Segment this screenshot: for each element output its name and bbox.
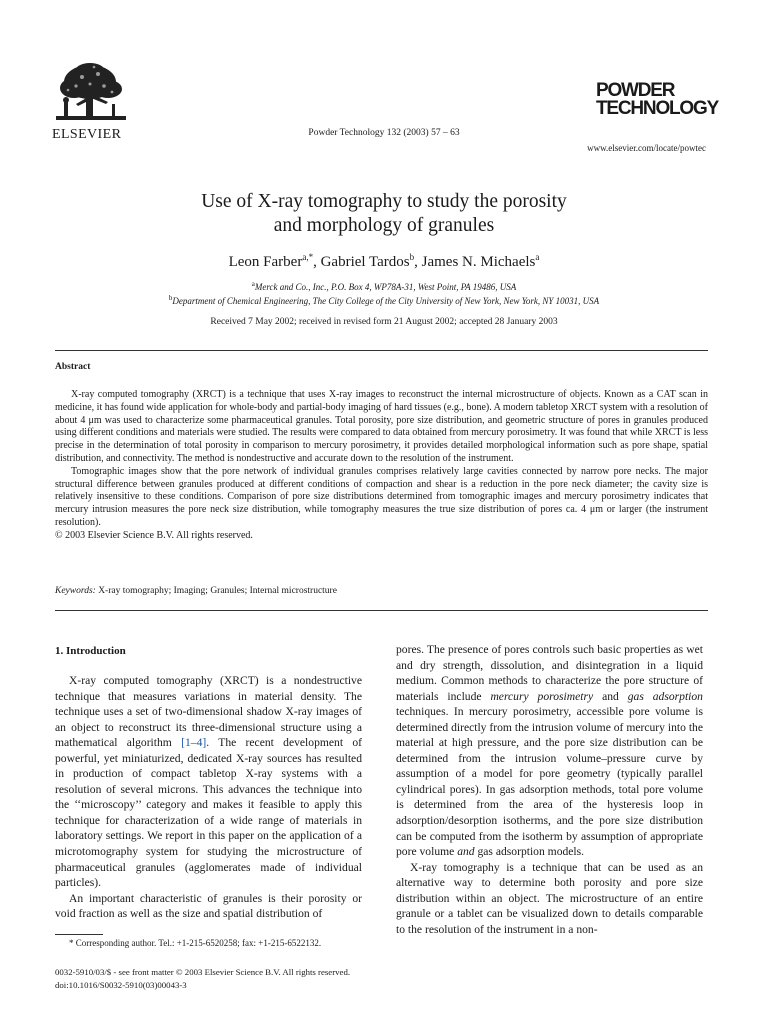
affiliation-a: $^a$Merck and Co., Inc., P.O. Box 4, WP78A-31, West Point, PA 19486, USA bbox=[251, 280, 517, 292]
footnote-divider bbox=[55, 934, 103, 935]
body-column-right bbox=[396, 642, 703, 937]
journal-logo-line1: POWDER bbox=[596, 80, 675, 101]
divider bbox=[55, 610, 708, 611]
issn-line: 0032-5910/03/$ - see front matter © 2003 Elsevier Science B.V. All rights reserved. bbox=[55, 967, 351, 977]
corresponding-author-footnote: * Corresponding author. Tel.: +1-215-6520258; fax: +1-215-6522132. bbox=[69, 938, 322, 948]
journal-logo-line2: TECHNOLOGY bbox=[596, 98, 719, 119]
abstract-paragraph: Tomographic images show that the pore network of individual granules comprises relatively large cavities connected by narrow pore necks. The major structural difference between granules produced at different conditions of compaction and shear is a reduction in the pore neck diameter; the cavity size is relatively insensitive to these conditions. Comparison of pore size distributions determined from tomographic images and mercury porosimetry indicates that mercury intrusion measures the pore neck size distribution, while tomography measures the true size distribution of pores ca. 4 μm or larger (the instrument resolution). bbox=[55, 465, 708, 528]
author-list: Leon Farber$^{a,*}$, Gabriel Tardos$^b$, James N. Michaels$^a$ bbox=[228, 252, 540, 270]
abstract-paragraph: X-ray computed tomography (XRCT) is a technique that uses X-ray images to reconstruct the internal microstructure of objects. Known as a CAT scan in medicine, it has found wide application for whole-body and partial-body imaging of hard tissues (e.g., bone). A modern tabletop XRCT system with a resolution of about 4 μm was used to characterize some pharmaceutical granules. Total porosity, pore size distribution, and geometric structure of pores in granules produced using different conditions and materials were studied. The results were compared to data obtained from mercury porosimetry. It was found that while XRCT is less precise in the determination of total porosity in comparison to mercury porosimetry, it provides detailed morphological information such as pore shape, spatial distribution, and connectivity. The method is nondestructive and accurate down to the resolution of the instrument. bbox=[55, 389, 708, 464]
journal-citation: Powder Technology 132 (2003) 57 – 63 bbox=[308, 128, 460, 138]
publisher-name: ELSEVIER bbox=[52, 127, 122, 142]
citation-link[interactable]: [1–4] bbox=[181, 736, 207, 750]
journal-url-link[interactable]: www.elsevier.com/locate/powtec bbox=[587, 143, 706, 153]
divider bbox=[55, 350, 708, 351]
keywords-list: X-ray tomography; Imaging; Granules; Internal microstructure bbox=[95, 586, 337, 596]
author-affiliation-mark[interactable]: a bbox=[535, 252, 540, 262]
body-paragraph: pores. The presence of pores controls such basic properties as wet and dry strength, dissolution, and disintegration in a liquid medium. Common methods to characterize the pore structure of materials include mercury porosimetry and gas adsorption techniques. In mercury porosimetry, accessible pore volume is determined directly from the intrusion volume of mercury into the material at high pressure, and the pore size distribution can be determined from the intrusion volume–pressure curve by assumption of a model for pore geometry (typically parallel cylindrical pores). In gas adsorption methods, total pore volume is determined from the area of the hysteresis loop in adsorption/desorption isotherms, and the pore size distribution can be computed from the isotherm by assumption of appropriate pore volume and gas adsorption models. bbox=[396, 643, 703, 859]
body-paragraph: X-ray computed tomography (XRCT) is a nondestructive technique that measures variations in material density. The technique uses a set of two-dimensional shadow X-ray images of an object to reconstruct its three-dimensional structure using a mathematical algorithm [1–4]. The recent development of powerful, yet miniaturized, dedicated X-ray sources has resulted in production of compact tabletop X-ray systems with a resolution of several microns. This advances the technique into the ‘‘microscopy’’ category and makes it feasible to apply this technique for characterization of a wide range of materials in laboratory settings. We report in this paper on the application of a microtomography system for studying the microstructure of pharmaceutical granules (agglomerates made of individual particles). bbox=[55, 674, 362, 890]
doi-line[interactable]: doi:10.1016/S0032-5910(03)00043-3 bbox=[55, 980, 187, 990]
body-column-left bbox=[55, 673, 362, 922]
issn-block bbox=[55, 966, 350, 992]
keywords-label: Keywords: bbox=[55, 586, 96, 596]
author-affiliation-mark[interactable]: a,* bbox=[302, 252, 314, 262]
body-paragraph: An important characteristic of granules is their porosity or void fraction as well as the size and spatial distribution of bbox=[55, 891, 362, 921]
author-name: James N. Michaels bbox=[421, 254, 536, 270]
section-heading: 1. Introduction bbox=[55, 645, 126, 657]
author-name: Gabriel Tardos bbox=[320, 254, 410, 270]
author-name: Leon Farber bbox=[228, 254, 303, 270]
title-line-1: Use of X-ray tomography to study the porosity bbox=[201, 191, 567, 212]
received-dates: Received 7 May 2002; received in revised form 21 August 2002; accepted 28 January 2003 bbox=[210, 317, 558, 327]
keywords bbox=[55, 586, 337, 596]
journal-logo bbox=[596, 82, 718, 118]
title-line-2: and morphology of granules bbox=[273, 215, 495, 236]
elsevier-tree-logo bbox=[52, 62, 130, 126]
affiliation-b: $^b$Department of Chemical Engineering, The City College of the City University of New York, New York, NY 10031, USA bbox=[168, 294, 600, 306]
abstract-heading: Abstract bbox=[55, 362, 91, 372]
abstract-body bbox=[55, 389, 708, 543]
body-paragraph: X-ray tomography is a technique that can be used as an alternative way to determine both porosity and pore size distribution within an object. The microstructure of an entire granule or a tablet can be visualized down to details comparable to the resolution of the instrument in a non- bbox=[396, 860, 703, 936]
author-affiliation-mark[interactable]: b bbox=[409, 252, 415, 262]
paper-title bbox=[0, 190, 768, 238]
abstract-copyright: © 2003 Elsevier Science B.V. All rights reserved. bbox=[55, 529, 253, 541]
